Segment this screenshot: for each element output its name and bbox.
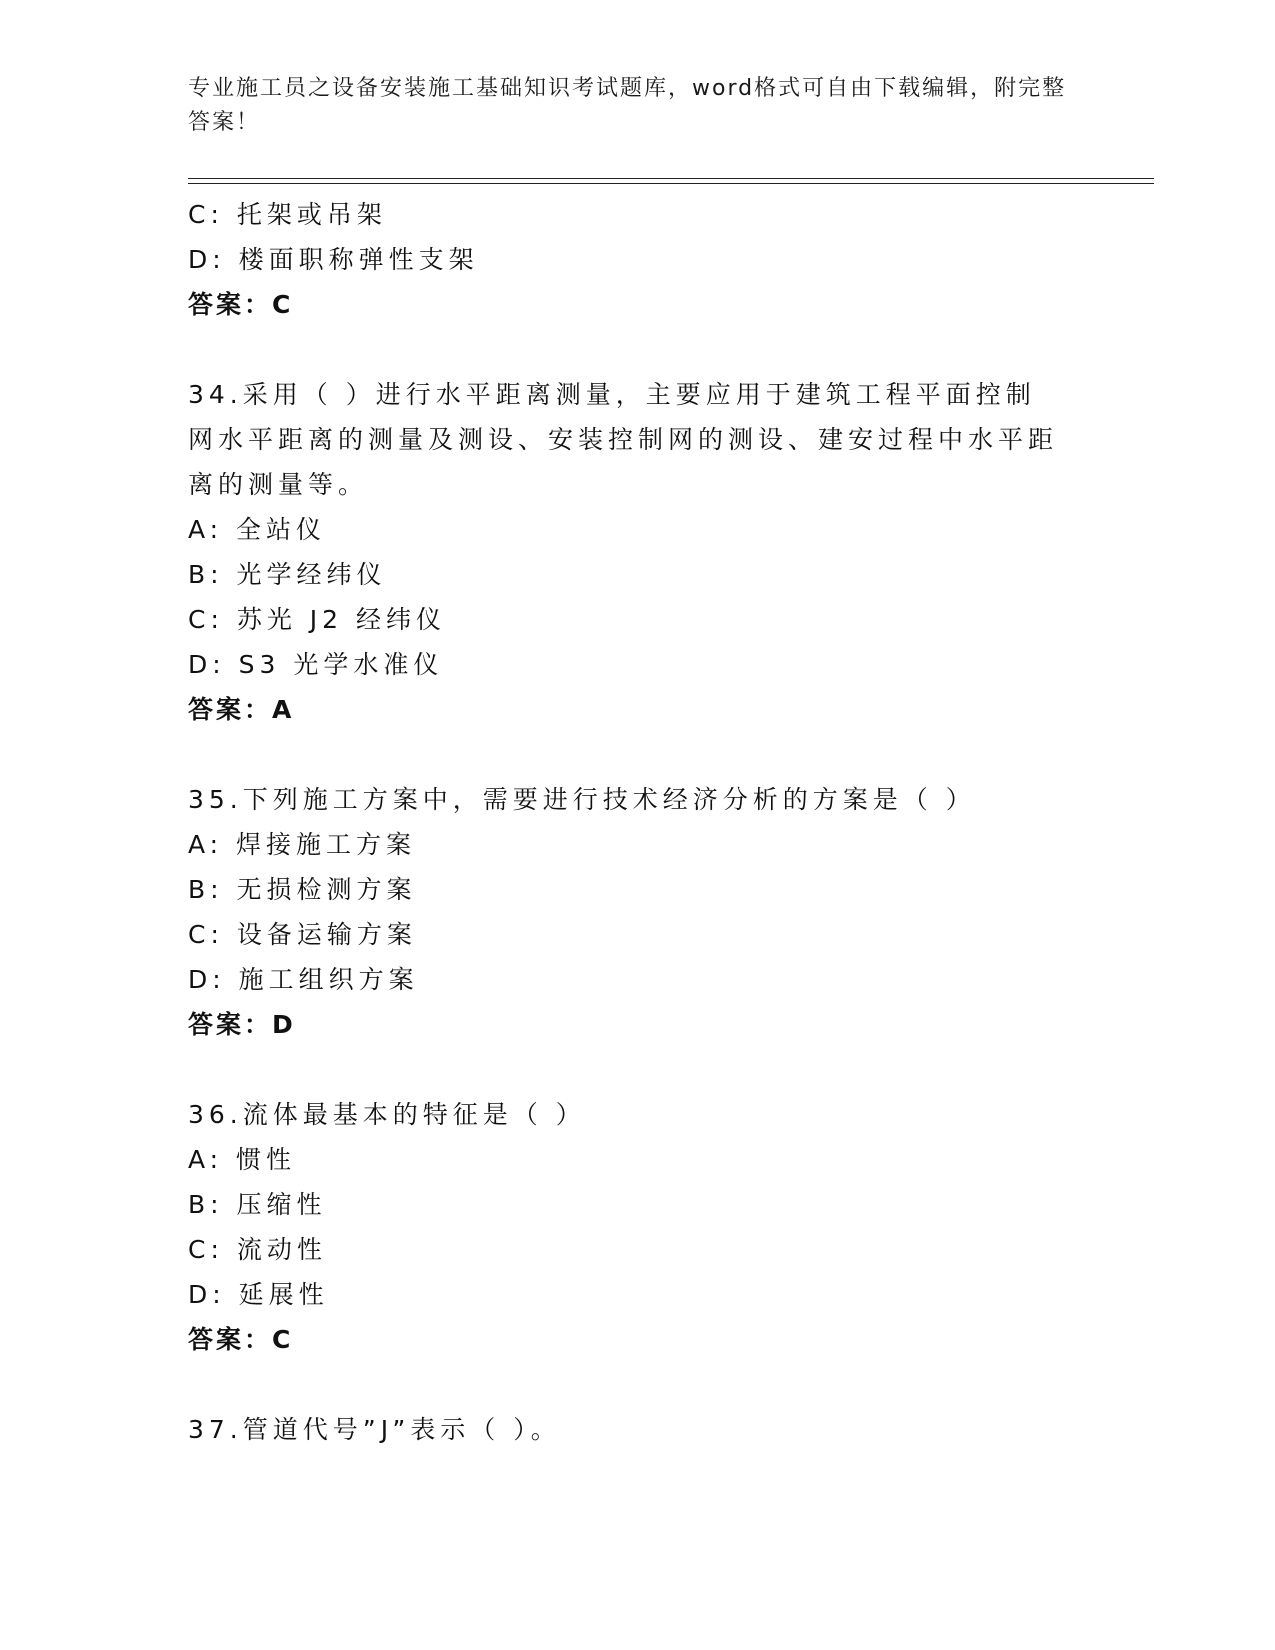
option-d: D: 楼面职称弹性支架 bbox=[188, 245, 479, 274]
option-b: B: 光学经纬仪 bbox=[188, 560, 387, 589]
option-c: C: 设备运输方案 bbox=[188, 920, 417, 949]
page-header: 专业施工员之设备安装施工基础知识考试题库，word格式可自由下载编辑，附完整答案！ bbox=[188, 76, 1067, 135]
question-33-tail bbox=[188, 192, 1068, 327]
question-stem: 37.管道代号”J”表示（ ）。 bbox=[188, 1415, 561, 1444]
option-d: D: S3 光学水准仪 bbox=[188, 650, 444, 679]
question-stem: 35.下列施工方案中，需要进行技术经济分析的方案是（ ） bbox=[188, 785, 976, 814]
option-b: B: 无损检测方案 bbox=[188, 875, 417, 904]
question-stem: 36.流体最基本的特征是（ ） bbox=[188, 1100, 586, 1129]
option-c: C: 托架或吊架 bbox=[188, 200, 387, 229]
question-stem: 34.采用（ ）进行水平距离测量，主要应用于建筑工程平面控制网水平距离的测量及测设、安装控制网的测设、建安过程中水平距离的测量等。 bbox=[188, 380, 1059, 499]
answer: 答案：C bbox=[188, 290, 294, 319]
answer: 答案：C bbox=[188, 1325, 294, 1354]
question-34 bbox=[188, 372, 1068, 732]
answer: 答案：D bbox=[188, 1010, 296, 1039]
option-c: C: 流动性 bbox=[188, 1235, 327, 1264]
spacer bbox=[188, 327, 1068, 372]
question-list bbox=[188, 192, 1068, 1452]
option-a: A: 全站仪 bbox=[188, 515, 327, 544]
question-35 bbox=[188, 777, 1068, 1047]
question-36 bbox=[188, 1092, 1068, 1362]
header-divider-top bbox=[188, 178, 1154, 179]
spacer bbox=[188, 1362, 1068, 1407]
option-b: B: 压缩性 bbox=[188, 1190, 327, 1219]
option-d: D: 施工组织方案 bbox=[188, 965, 419, 994]
option-a: A: 焊接施工方案 bbox=[188, 830, 417, 859]
spacer bbox=[188, 1047, 1068, 1092]
option-c: C: 苏光 J2 经纬仪 bbox=[188, 605, 446, 634]
option-a: A: 惯性 bbox=[188, 1145, 297, 1174]
header-divider-bottom bbox=[188, 183, 1154, 184]
question-37 bbox=[188, 1407, 1068, 1452]
option-d: D: 延展性 bbox=[188, 1280, 329, 1309]
spacer bbox=[188, 732, 1068, 777]
answer: 答案：A bbox=[188, 695, 295, 724]
